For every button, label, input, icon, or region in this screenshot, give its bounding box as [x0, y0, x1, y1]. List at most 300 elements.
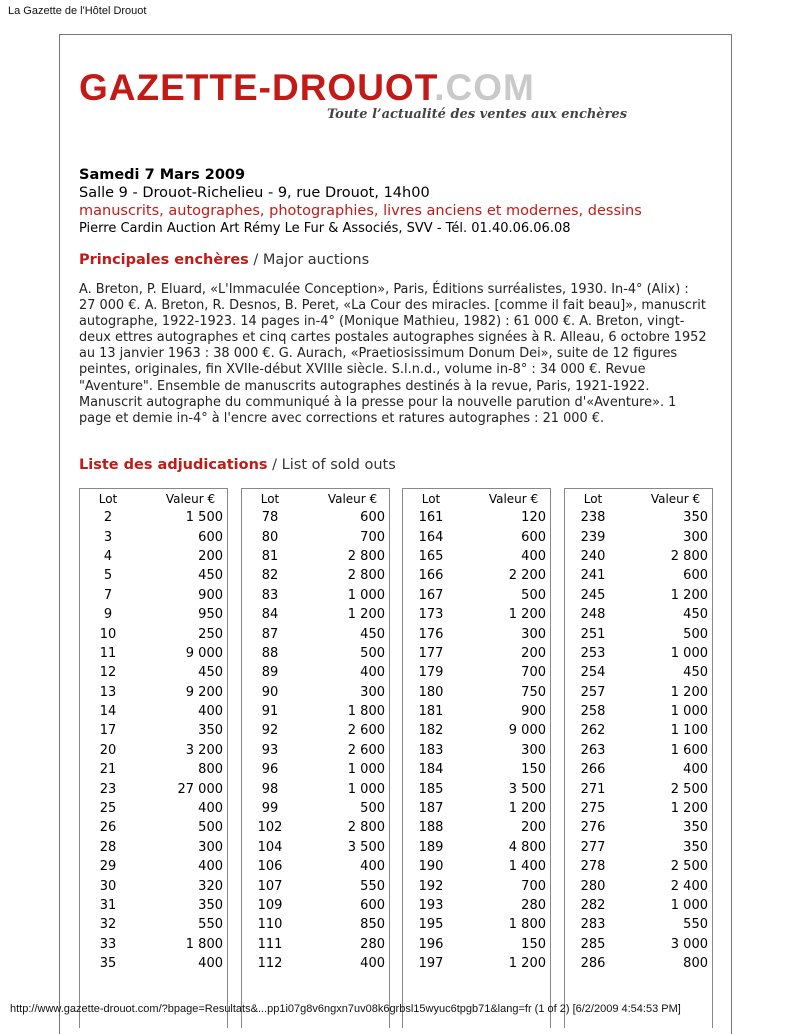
lot-value: 200 — [521, 645, 546, 661]
lot-value: 320 — [198, 878, 223, 894]
lot-number: 90 — [261, 684, 279, 700]
lot-number: 2 — [103, 510, 113, 526]
lot-number: 30 — [99, 878, 117, 894]
table-row — [403, 741, 550, 760]
table-row — [403, 954, 550, 973]
table-row — [565, 566, 712, 585]
lot-number: 280 — [580, 878, 606, 894]
lot-value: 450 — [683, 665, 708, 681]
table-row — [565, 624, 712, 643]
lot-value: 400 — [198, 704, 223, 720]
table-row — [242, 876, 389, 895]
lot-number: 112 — [257, 956, 283, 972]
lot-number: 184 — [418, 762, 444, 778]
table-row — [565, 818, 712, 837]
lot-number: 182 — [418, 723, 444, 739]
table-row — [565, 779, 712, 798]
lot-value: 1 200 — [508, 607, 546, 623]
lot-number: 282 — [580, 898, 606, 913]
lot-number: 21 — [99, 762, 117, 778]
table-row — [403, 605, 550, 624]
lot-number: 181 — [418, 704, 444, 720]
lot-value: 1 200 — [670, 684, 708, 700]
sale-category: manuscrits, autographes, photographies, livres anciens et modernes, dessins — [79, 203, 642, 219]
lot-value: 1 800 — [185, 936, 223, 952]
lot-value: 450 — [360, 626, 385, 642]
lot-value: 1 600 — [670, 742, 708, 758]
table-row — [80, 702, 227, 721]
major-auctions-text: A. Breton, P. Eluard, «L'Immaculée Conception», Paris, Éditions surréalistes, 1930. In-4° (Alix) : 27 000 €. A. Breton, R. Desnos, B. Peret, «La Cour des miracles. [comme il fait beau]», manuscrit autographe, 1922-1923. 14 pages in-4° (Monique Mathieu, 1982) : 61 000 €. A. Breton, vingt-deux ettres autographes et cinq cartes postales autographes signées à R. Alleau, 6 octobre 1952 au 13 janvier 1963 : 38 000 €. G. Aurach, «Praetiosissimum Donum Dei», suite de 12 figures peintes, originales, fin XVIIe-début XVIIIe siècle. S.l.n.d., volume in-8° : 34 000 €. Revue "Aventure". Ensemble de manuscrits autographes destinés à la revue, Paris, 1921-1922. Manuscrit autographe du communiqué à la presse pour la nouvelle parution d'«Aventure». 1 page et demie in-4° à l'encre avec corrections et ratures autographes : 21 000 €. — [79, 282, 707, 426]
table-row — [565, 508, 712, 527]
table-row — [80, 644, 227, 663]
lot-number: 276 — [580, 820, 606, 836]
table-row — [403, 547, 550, 566]
lot-value: 500 — [683, 626, 708, 642]
lot-number: 164 — [418, 529, 444, 545]
lot-value: 2 600 — [347, 723, 385, 739]
lot-value: 400 — [198, 956, 223, 972]
value-column-header: Valeur € — [650, 491, 701, 506]
lot-value: 350 — [683, 510, 708, 526]
logo-wordmark-grey: .COM — [434, 67, 535, 108]
table-row — [80, 779, 227, 798]
table-row — [565, 721, 712, 740]
lot-number: 7 — [103, 587, 113, 603]
lot-value: 400 — [360, 665, 385, 681]
lot-number: 277 — [580, 839, 606, 855]
lot-number: 161 — [418, 510, 444, 526]
lot-value: 120 — [521, 510, 546, 526]
table-row — [242, 566, 389, 585]
sold-list-heading-en: List of sold outs — [281, 457, 396, 473]
lot-number: 196 — [418, 936, 444, 952]
lot-number: 17 — [99, 723, 117, 739]
lot-number: 99 — [261, 801, 279, 817]
lot-value: 3 200 — [185, 742, 223, 758]
lot-number: 187 — [418, 801, 444, 817]
lot-value: 700 — [360, 529, 385, 545]
gazette-drouot-logo[interactable] — [79, 67, 628, 122]
lot-value: 900 — [521, 704, 546, 720]
lot-number: 248 — [580, 607, 606, 623]
table-header-row — [80, 489, 227, 508]
lot-value: 450 — [198, 665, 223, 681]
lot-value: 850 — [360, 917, 385, 933]
lot-number: 176 — [418, 626, 444, 642]
table-row — [565, 838, 712, 857]
table-row — [403, 838, 550, 857]
results-table-2 — [241, 488, 390, 1028]
lot-number: 33 — [99, 936, 117, 952]
page-footer-url: http://www.gazette-drouot.com/?bpage=Resultats&...pp1i07g8v6ngxn7uv08k6grbsl15wyuc6tpgb71&lang=fr (1 of 2) [6/2/2009 4:54:53 PM] — [10, 1003, 681, 1015]
lot-value: 350 — [198, 723, 223, 739]
lot-number: 26 — [99, 820, 117, 836]
table-row — [80, 896, 227, 915]
table-row — [242, 508, 389, 527]
lot-value: 200 — [521, 820, 546, 836]
lot-value: 1 100 — [670, 723, 708, 739]
table-row — [403, 683, 550, 702]
lot-number: 87 — [261, 626, 279, 642]
table-row — [80, 741, 227, 760]
lot-value: 1 000 — [670, 704, 708, 720]
lot-number: 25 — [99, 801, 117, 817]
table-row — [565, 935, 712, 954]
lot-number: 4 — [103, 548, 113, 564]
table-row — [242, 586, 389, 605]
lot-number: 183 — [418, 742, 444, 758]
table-row — [403, 799, 550, 818]
lot-value: 2 500 — [670, 781, 708, 797]
table-row — [242, 896, 389, 915]
results-table-3 — [402, 488, 551, 1028]
lot-value: 1 800 — [347, 704, 385, 720]
lot-value: 1 800 — [508, 917, 546, 933]
lot-number: 111 — [257, 936, 283, 952]
table-row — [242, 838, 389, 857]
lot-number: 110 — [257, 917, 283, 933]
table-row — [403, 818, 550, 837]
lot-value: 350 — [198, 898, 223, 913]
lot-value: 300 — [521, 742, 546, 758]
lot-column-header: Lot — [98, 491, 118, 506]
lot-value: 950 — [198, 607, 223, 623]
table-row — [80, 624, 227, 643]
table-header-row — [565, 489, 712, 508]
lot-value: 1 200 — [508, 801, 546, 817]
table-row — [80, 838, 227, 857]
lot-number: 3 — [103, 529, 113, 545]
lot-number: 275 — [580, 801, 606, 817]
table-row — [403, 663, 550, 682]
table-row — [565, 857, 712, 876]
lot-number: 31 — [99, 898, 117, 913]
table-row — [565, 741, 712, 760]
lot-value: 2 600 — [347, 742, 385, 758]
heading-separator: / — [267, 457, 282, 473]
table-row — [242, 954, 389, 973]
lot-number: 238 — [580, 510, 606, 526]
lot-number: 254 — [580, 665, 606, 681]
lot-value: 550 — [198, 917, 223, 933]
table-row — [242, 702, 389, 721]
table-row — [403, 760, 550, 779]
lot-value: 400 — [360, 859, 385, 875]
table-row — [242, 624, 389, 643]
lot-number: 81 — [261, 548, 279, 564]
table-row — [80, 566, 227, 585]
lot-value: 150 — [521, 762, 546, 778]
table-row — [80, 527, 227, 546]
lot-number: 193 — [418, 898, 444, 913]
lot-number: 93 — [261, 742, 279, 758]
table-row — [242, 799, 389, 818]
lot-number: 23 — [99, 781, 117, 797]
lot-value: 500 — [521, 587, 546, 603]
results-table — [80, 489, 227, 973]
table-row — [565, 954, 712, 973]
table-row — [565, 799, 712, 818]
lot-number: 29 — [99, 859, 117, 875]
table-row — [242, 760, 389, 779]
lot-number: 241 — [580, 568, 606, 584]
lot-value: 1 000 — [670, 898, 708, 913]
lot-value: 400 — [683, 762, 708, 778]
lot-number: 177 — [418, 645, 444, 661]
lot-number: 109 — [257, 898, 283, 913]
table-row — [242, 663, 389, 682]
table-row — [403, 624, 550, 643]
table-row — [565, 702, 712, 721]
table-row — [242, 644, 389, 663]
results-table — [403, 489, 550, 973]
lot-number: 197 — [418, 956, 444, 972]
table-row — [565, 915, 712, 934]
table-row — [242, 721, 389, 740]
table-row — [403, 702, 550, 721]
lot-number: 258 — [580, 704, 606, 720]
lot-column-header: Lot — [421, 491, 441, 506]
lot-number: 11 — [99, 645, 117, 661]
lot-value: 3 500 — [508, 781, 546, 797]
table-header-row — [242, 489, 389, 508]
table-row — [80, 799, 227, 818]
results-table-4 — [564, 488, 713, 1028]
lot-value: 250 — [198, 626, 223, 642]
table-row — [403, 915, 550, 934]
lot-number: 189 — [418, 839, 444, 855]
heading-separator: / — [248, 252, 263, 268]
table-row — [565, 586, 712, 605]
lot-value: 300 — [521, 626, 546, 642]
table-row — [80, 818, 227, 837]
lot-number: 32 — [99, 917, 117, 933]
logo-wordmark — [79, 68, 535, 108]
lot-value: 400 — [198, 801, 223, 817]
table-row — [80, 935, 227, 954]
sold-list-heading-fr: Liste des adjudications — [79, 457, 268, 473]
lot-value: 1 400 — [508, 859, 546, 875]
lot-value: 1 000 — [347, 781, 385, 797]
lot-value: 800 — [683, 956, 708, 972]
lot-value: 600 — [360, 510, 385, 526]
lot-number: 78 — [261, 510, 279, 526]
lot-value: 9 000 — [185, 645, 223, 661]
lot-number: 91 — [261, 704, 279, 720]
table-row — [242, 741, 389, 760]
table-row — [565, 527, 712, 546]
lot-number: 106 — [257, 859, 283, 875]
lot-number: 285 — [580, 936, 606, 952]
lot-value: 450 — [198, 568, 223, 584]
table-row — [403, 857, 550, 876]
lot-value: 9 000 — [508, 723, 546, 739]
lot-number: 286 — [580, 956, 606, 972]
lot-value: 4 800 — [508, 839, 546, 855]
table-row — [242, 818, 389, 837]
lot-number: 271 — [580, 781, 606, 797]
lot-value: 500 — [360, 645, 385, 661]
lot-number: 180 — [418, 684, 444, 700]
lot-number: 283 — [580, 917, 606, 933]
lot-number: 251 — [580, 626, 606, 642]
table-row — [403, 876, 550, 895]
lot-value: 300 — [360, 684, 385, 700]
table-row — [80, 547, 227, 566]
lot-value: 1 200 — [347, 607, 385, 623]
lot-number: 107 — [257, 878, 283, 894]
lot-number: 35 — [99, 956, 117, 972]
lot-value: 350 — [683, 839, 708, 855]
table-row — [80, 954, 227, 973]
lot-number: 96 — [261, 762, 279, 778]
table-row — [242, 857, 389, 876]
lot-value: 550 — [683, 917, 708, 933]
lot-value: 400 — [360, 956, 385, 972]
table-row — [80, 857, 227, 876]
lot-value: 2 800 — [347, 568, 385, 584]
lot-value: 900 — [198, 587, 223, 603]
lot-value: 500 — [198, 820, 223, 836]
sale-place: Salle 9 - Drouot-Richelieu - 9, rue Drouot, 14h00 — [79, 185, 430, 201]
value-column-header: Valeur € — [327, 491, 378, 506]
lot-number: 92 — [261, 723, 279, 739]
major-auctions-heading-fr: Principales enchères — [79, 252, 249, 268]
lot-value: 550 — [360, 878, 385, 894]
lot-number: 266 — [580, 762, 606, 778]
sold-list-heading — [79, 457, 396, 473]
lot-value: 2 500 — [670, 859, 708, 875]
table-row — [565, 644, 712, 663]
lot-number: 239 — [580, 529, 606, 545]
results-table-1 — [79, 488, 228, 1028]
table-row — [565, 896, 712, 915]
lot-value: 2 200 — [508, 568, 546, 584]
sale-info — [79, 166, 642, 237]
table-row — [565, 760, 712, 779]
lot-value: 1 500 — [185, 510, 223, 526]
table-row — [80, 683, 227, 702]
results-table — [242, 489, 389, 973]
lot-number: 84 — [261, 607, 279, 623]
table-row — [80, 605, 227, 624]
value-column-header: Valeur € — [488, 491, 539, 506]
lot-number: 104 — [257, 839, 283, 855]
lot-number: 262 — [580, 723, 606, 739]
lot-value: 3 500 — [347, 839, 385, 855]
logo-tagline: Toute l’actualité des ventes aux enchères — [327, 107, 628, 122]
lot-value: 400 — [521, 548, 546, 564]
lot-value: 27 000 — [177, 781, 223, 797]
lot-number: 82 — [261, 568, 279, 584]
lot-value: 1 200 — [670, 587, 708, 603]
lot-value: 500 — [360, 801, 385, 817]
table-row — [242, 915, 389, 934]
lot-number: 14 — [99, 704, 117, 720]
table-row — [80, 915, 227, 934]
lot-number: 28 — [99, 839, 117, 855]
lot-number: 12 — [99, 665, 117, 681]
lot-value: 700 — [521, 878, 546, 894]
lot-value: 400 — [198, 859, 223, 875]
table-row — [565, 605, 712, 624]
lot-number: 195 — [418, 917, 444, 933]
table-row — [242, 527, 389, 546]
lot-number: 240 — [580, 548, 606, 564]
lot-value: 600 — [521, 529, 546, 545]
logo-wordmark-red: GAZETTE-DROUOT — [79, 67, 435, 108]
lot-number: 192 — [418, 878, 444, 894]
lot-value: 200 — [198, 548, 223, 564]
lot-value: 600 — [198, 529, 223, 545]
lot-value: 750 — [521, 684, 546, 700]
table-row — [80, 760, 227, 779]
lot-number: 263 — [580, 742, 606, 758]
table-row — [403, 508, 550, 527]
table-row — [80, 663, 227, 682]
lot-value: 350 — [683, 820, 708, 836]
lot-value: 600 — [360, 898, 385, 913]
lot-value: 150 — [521, 936, 546, 952]
lot-value: 2 800 — [347, 820, 385, 836]
lot-number: 13 — [99, 684, 117, 700]
lot-value: 2 800 — [347, 548, 385, 564]
table-row — [403, 644, 550, 663]
lot-value: 300 — [683, 529, 708, 545]
lot-number: 102 — [257, 820, 283, 836]
table-row — [242, 547, 389, 566]
table-row — [403, 779, 550, 798]
lot-number: 278 — [580, 859, 606, 875]
lot-number: 98 — [261, 781, 279, 797]
lot-number: 89 — [261, 665, 279, 681]
auction-house: Pierre Cardin Auction Art Rémy Le Fur & Associés, SVV - Tél. 01.40.06.06.08 — [79, 221, 571, 236]
lot-number: 88 — [261, 645, 279, 661]
lot-value: 700 — [521, 665, 546, 681]
lot-number: 188 — [418, 820, 444, 836]
lot-value: 280 — [521, 898, 546, 913]
table-row — [242, 935, 389, 954]
lot-number: 257 — [580, 684, 606, 700]
lot-value: 450 — [683, 607, 708, 623]
lot-value: 2 800 — [670, 548, 708, 564]
lot-number: 10 — [99, 626, 117, 642]
lot-value: 1 000 — [670, 645, 708, 661]
lot-number: 253 — [580, 645, 606, 661]
results-table — [565, 489, 712, 973]
lot-number: 80 — [261, 529, 279, 545]
lot-value: 800 — [198, 762, 223, 778]
lot-value: 2 400 — [670, 878, 708, 894]
lot-value: 300 — [198, 839, 223, 855]
lot-value: 3 000 — [670, 936, 708, 952]
table-row — [565, 547, 712, 566]
lot-value: 1 000 — [347, 587, 385, 603]
lot-column-header: Lot — [583, 491, 603, 506]
table-row — [403, 586, 550, 605]
sale-date: Samedi 7 Mars 2009 — [79, 167, 246, 183]
lot-number: 83 — [261, 587, 279, 603]
lot-number: 165 — [418, 548, 444, 564]
table-row — [80, 721, 227, 740]
table-row — [403, 935, 550, 954]
table-row — [403, 527, 550, 546]
lot-value: 600 — [683, 568, 708, 584]
table-header-row — [403, 489, 550, 508]
lot-number: 179 — [418, 665, 444, 681]
table-row — [80, 508, 227, 527]
table-row — [403, 721, 550, 740]
